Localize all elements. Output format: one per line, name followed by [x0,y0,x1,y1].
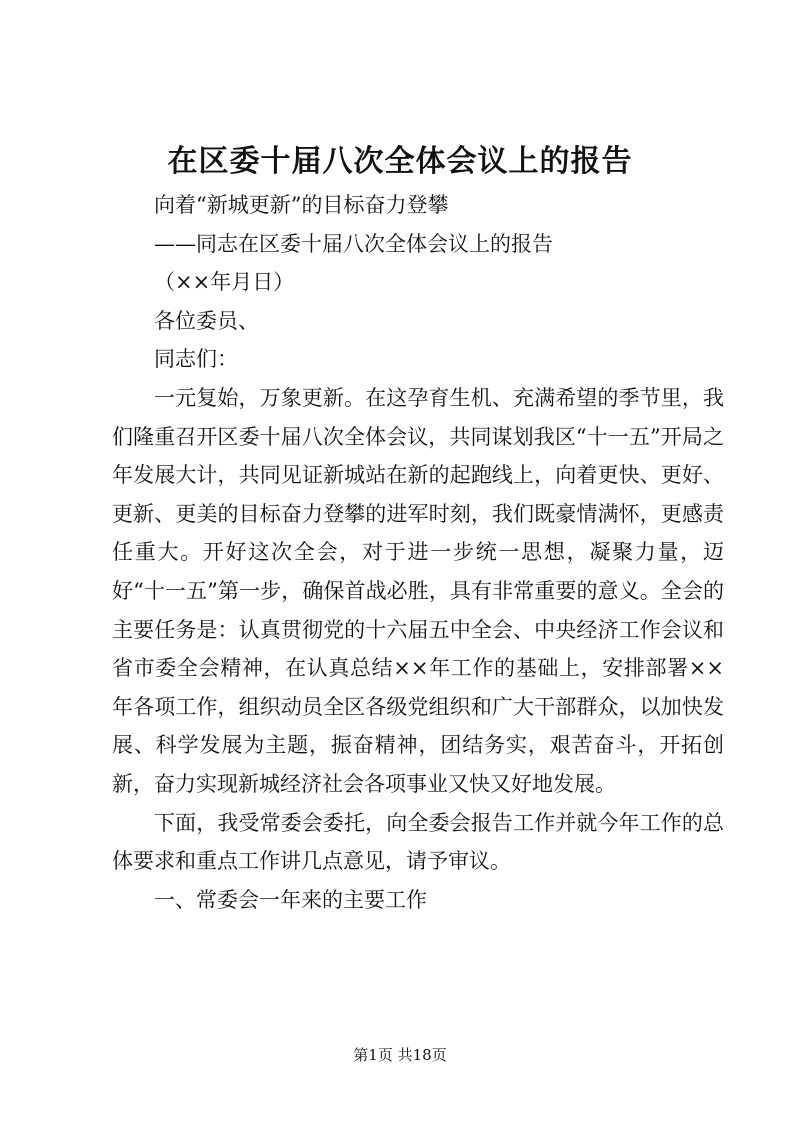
document-body [112,186,724,919]
salutation-line: 同志们： [154,347,238,372]
subtitle-line: 向着“新城更新”的目标奋力登攀 [154,193,449,217]
document-title: 在区委十届八次全体会议上的报告 [167,144,633,179]
section-heading: 一、常委会一年来的主要工作 [154,887,427,912]
body-paragraph: 下面，我受常委会委托，向全委会报告工作并就今年工作的总体要求和重点工作讲几点意见，请予审议。 [112,810,724,874]
page-number-footer: 第1页 共18页 [353,1046,447,1064]
byline-line: ——同志在区委十届八次全体会议上的报告 [154,231,553,256]
salutation-line: 各位委员、 [154,308,259,333]
body-paragraph: 一元复始，万象更新。在这孕育生机、充满希望的季节里，我们隆重召开区委十届八次全体会议，共同谋划我区“十一五”开局之年发展大计，共同见证新城站在新的起跑线上，向着更快、更好、更新、更美的目标奋力登攀的进军时刻，我们既豪情满怀，更感责任重大。开好这次全会，对于进一步统一思想，凝聚力量，迈好“十一五”第一步，确保首战必胜，具有非常重要的意义。全会的主要任务是：认真贯彻党的十六届五中全会、中央经济工作会议和省市委全会精神，在认真总结××年工作的基础上，安排部署××年各项工作，组织动员全区各级党组织和广大干部群众，以加快发展、科学发展为主题，振奋精神，团结务实，艰苦奋斗，开拓创新，奋力实现新城经济社会各项事业又快又好地发展。 [112,385,724,796]
date-line: （××年月日） [154,270,295,295]
